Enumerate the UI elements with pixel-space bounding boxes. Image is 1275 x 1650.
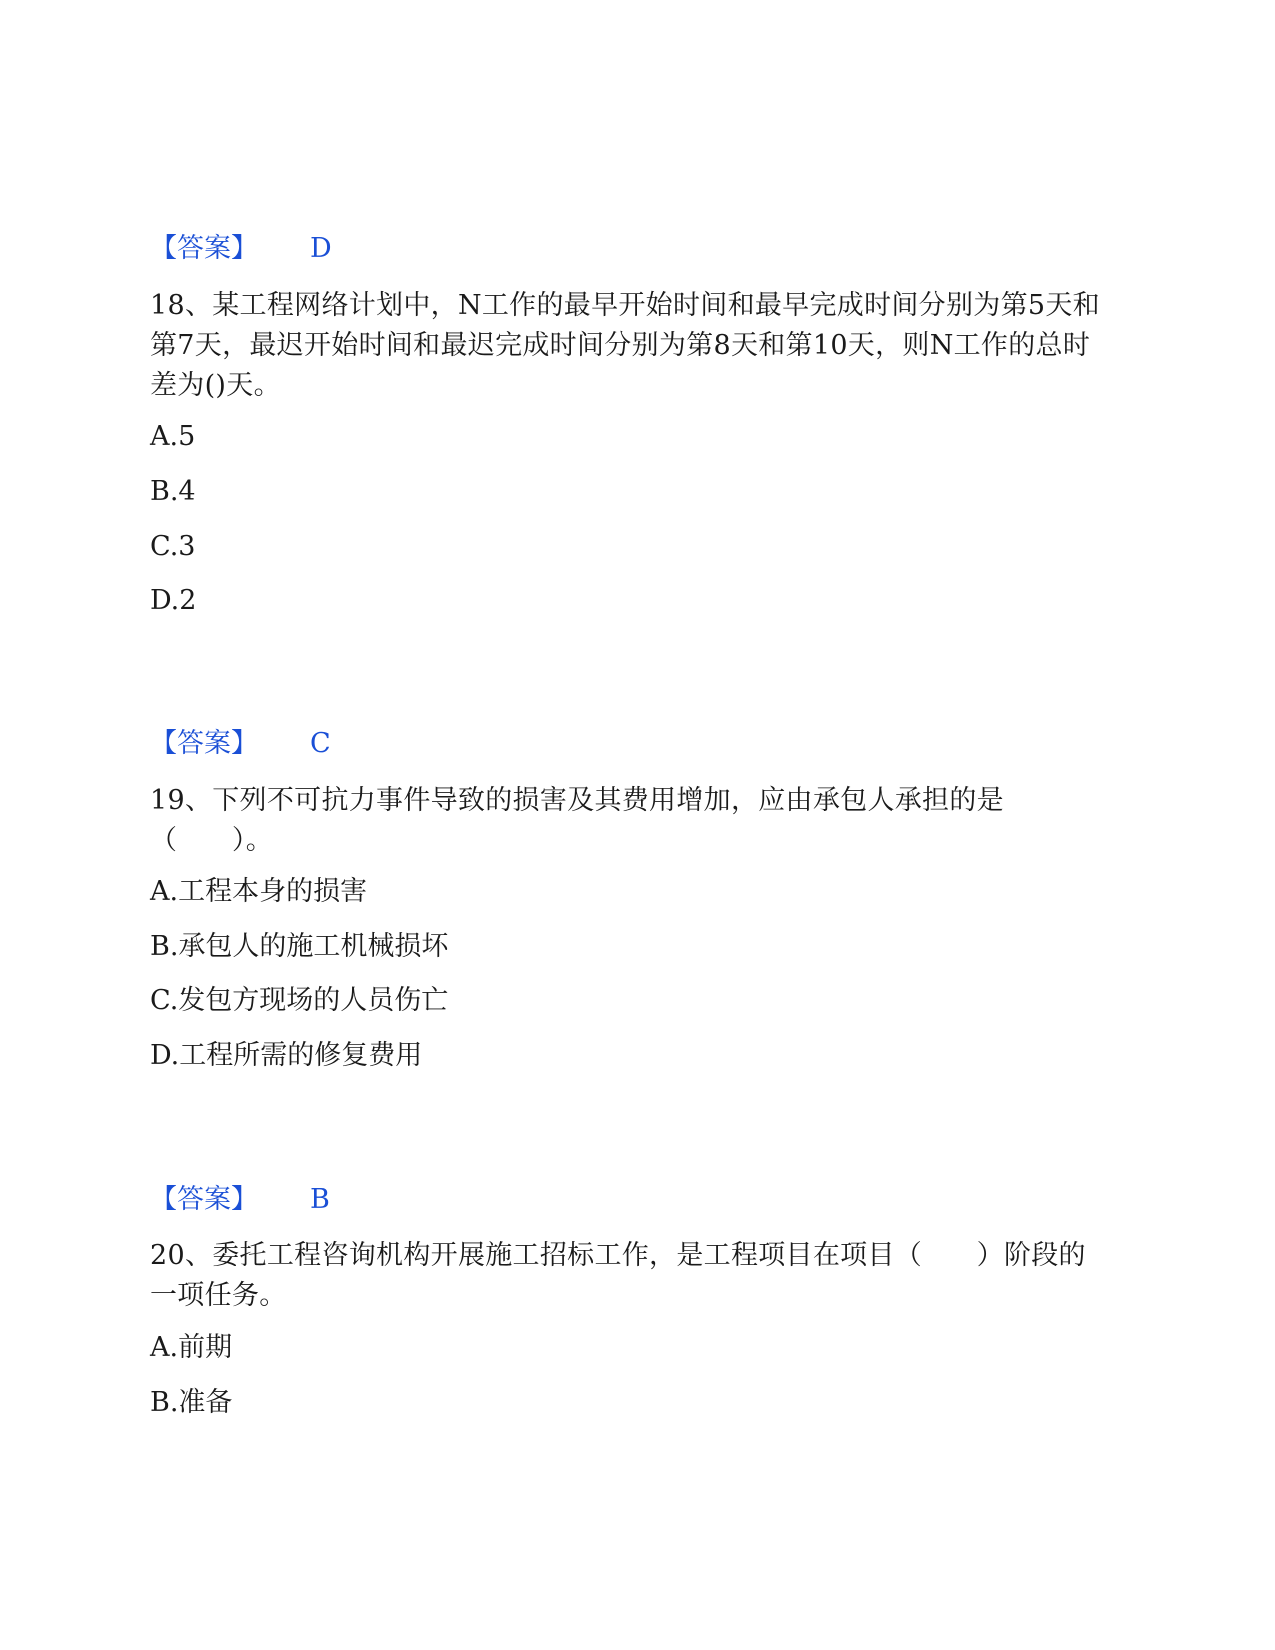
option-d: D.2: [150, 585, 197, 616]
answer-label: 【答案】: [150, 1184, 258, 1215]
answer-label: 【答案】: [150, 233, 258, 264]
question-19: 19、下列不可抗力事件导致的损害及其费用增加，应由承包人承担的是（ ）。: [150, 785, 1004, 856]
option-b: B.准备: [150, 1387, 233, 1418]
option-c: C.3: [150, 531, 196, 562]
answer-line: [150, 232, 332, 266]
option-d: D.工程所需的修复费用: [150, 1040, 423, 1071]
option-a: A.前期: [150, 1332, 233, 1363]
option-b: B.承包人的施工机械损坏: [150, 931, 449, 962]
option-b: B.4: [150, 476, 196, 507]
option-c: C.发包方现场的人员伤亡: [150, 985, 449, 1016]
answer-label: 【答案】: [150, 728, 258, 759]
option-a: A.5: [150, 421, 196, 452]
question-20: 20、委托工程咨询机构开展施工招标工作，是工程项目在项目（ ）阶段的一项任务。: [150, 1240, 1086, 1311]
answer-line: [150, 1183, 330, 1217]
question-18: 18、某工程网络计划中，N工作的最早开始时间和最早完成时间分别为第5天和第7天，最迟开始时间和最迟完成时间分别为第8天和第10天，则N工作的总时差为()天。: [150, 290, 1100, 401]
answer-line: [150, 727, 331, 761]
option-a: A.工程本身的损害: [150, 876, 368, 907]
answer-value: C: [310, 728, 331, 759]
answer-value: D: [310, 233, 332, 264]
answer-value: B: [310, 1184, 330, 1215]
